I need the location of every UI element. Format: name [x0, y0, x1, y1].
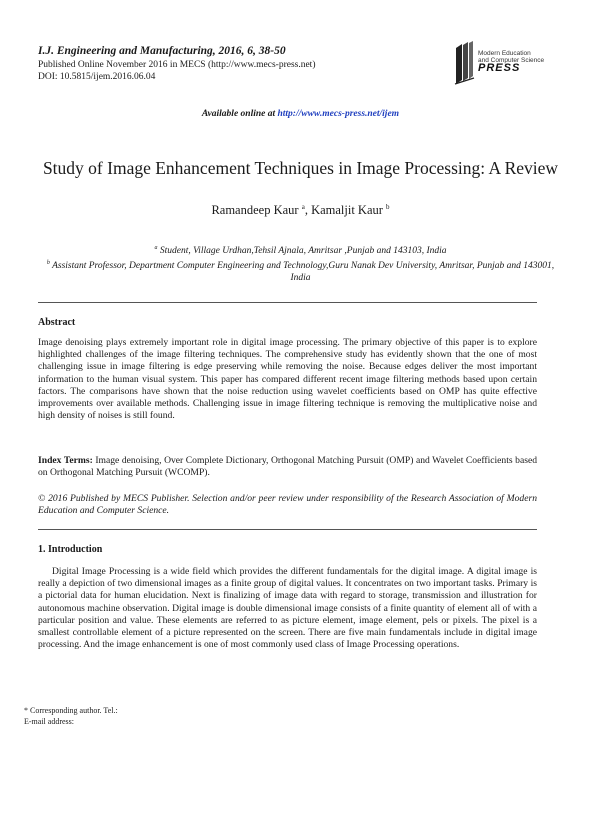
abstract-heading: Abstract	[38, 317, 76, 328]
affiliation-a: $^a$ Student, Village Urdhan,Tehsil Ajnala, Amritsar ,Punjab and 143103, India	[154, 245, 447, 257]
availability-line: Available online at http://www.mecs-press.net/ijem	[201, 109, 400, 119]
divider-top	[38, 302, 537, 303]
publisher-logo	[452, 40, 572, 86]
publication-info: Published Online November 2016 in MECS (http://www.mecs-press.net)	[38, 60, 316, 70]
authors: Ramandeep Kaur $^a$, Kamaljit Kaur $^b$	[211, 203, 390, 218]
affiliation-b: $^b$ Assistant Professor, Department Computer Engineering and Technology,Guru Nanak Dev University, Amritsar, Punjab and 143001, India	[46, 260, 555, 284]
journal-citation: I.J. Engineering and Manufacturing, 2016, 6, 38-50	[38, 45, 286, 57]
copyright-notice: © 2016 Published by MECS Publisher. Selection and/or peer review under responsibility of the Research Association of Modern Education and Computer Science.	[38, 493, 537, 517]
doi: DOI: 10.5815/ijem.2016.06.04	[38, 72, 156, 82]
abstract-body: Image denoising plays extremely important role in digital image processing. The primary objective of this paper is to explore highlighted challenges of the image filtering techniques. The comprehensive study has evidently shown that the one of most challenging issue in image filtering is edge preserving while removing the noise. Because edges deliver the most important information to the human visual system. This paper has compared different recent image filtering methods based upon certain factors. The comparisons have shown that the noise reduction using wavelet coefficients based on OMP has quite effective improvements over available methods. Challenging issue in image filtering technique is removing the multiplicative noise and high density of noises is still found.	[38, 337, 537, 422]
paper-title: Study of Image Enhancement Techniques in Image Processing: A Review	[42, 158, 559, 178]
logo-text: Modern Education and Computer Science PRESS	[478, 50, 545, 74]
divider-bottom	[38, 529, 537, 530]
footnote-corresponding: * Corresponding author. Tel.:	[24, 706, 118, 715]
footnote-email: E-mail address:	[24, 717, 74, 726]
index-terms: Index Terms: Image denoising, Over Complete Dictionary, Orthogonal Matching Pursuit (OMP) and Wavelet Coefficients based on Orthogonal Matching Pursuit (WCOMP).	[38, 455, 537, 479]
journal-url-link[interactable]: http://www.mecs-press.net/ijem	[277, 109, 400, 119]
introduction-body: Digital Image Processing is a wide field which provides the different fundamentals for the digital image. A digital image is really a depiction of two dimensional images as a finite group of digital values. It concentrates on two important tasks. Primary is a pictorial data for human elucidation. Next is finalizing of image data with regard to storage, transmission and illustration for autonomous machine observation. Digital image is double dimensional image consists of a finite quantity of element all of with a particular position and value. These elements are referred to as picture element, image element, pels or pixels. The pixel is a smallest controllable element of a picture represented on the screen. There are five main fundamentals include in digital image processing. And the image enhancement is one of most commonly used class of Image Processing operations.	[38, 566, 537, 651]
affiliations	[40, 242, 561, 284]
section-heading-introduction: 1. Introduction	[38, 544, 103, 555]
